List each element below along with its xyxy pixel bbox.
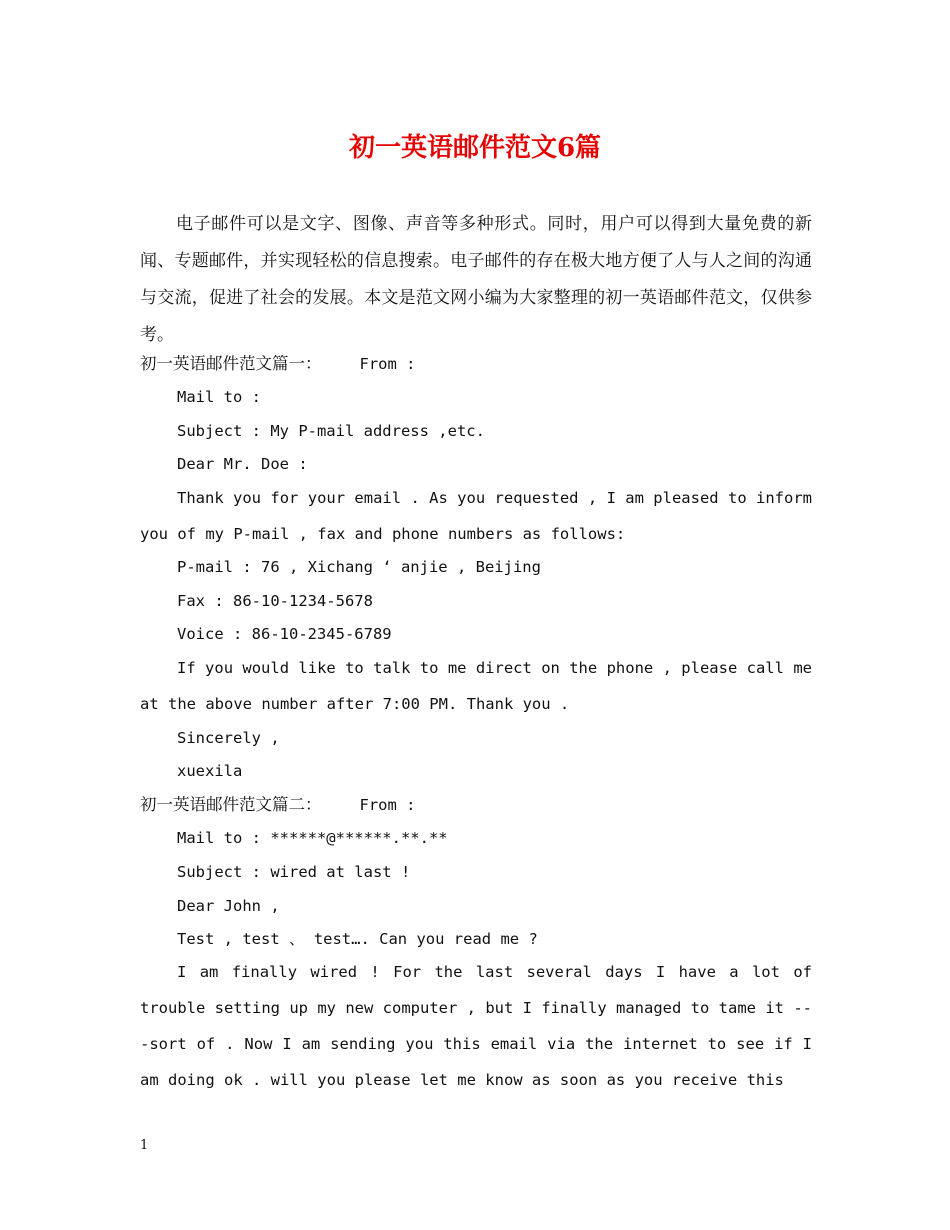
email1-body-paragraph-2: If you would like to talk to me direct on the phone , please call me at the above number after 7:00 PM. Thank you . bbox=[140, 659, 812, 713]
email1-closing: Sincerely , bbox=[177, 729, 280, 747]
email1-body-paragraph-1: Thank you for your email . As you requested , I am pleased to inform you of my P-mail , fax and phone numbers as follows: bbox=[140, 489, 812, 543]
email2-subject: Subject : wired at last ! bbox=[177, 863, 411, 881]
email1-from: From : bbox=[359, 355, 416, 373]
email2-heading: 初一英语邮件范文篇二： bbox=[140, 795, 322, 814]
email1-heading: 初一英语邮件范文篇一： bbox=[140, 354, 322, 373]
page-number: 1 bbox=[140, 1138, 149, 1153]
document-title: 初一英语邮件范文6篇 bbox=[348, 133, 602, 163]
email2-body-paragraph-1: I am finally wired ! For the last several days I have a lot of trouble setting up my new computer , but I finally managed to tame it ---sort of . Now I am sending you this email via the internet to see if I am doing ok . will you please let me know as soon as you receive this bbox=[140, 963, 812, 1089]
email2-from: From : bbox=[359, 796, 416, 814]
email1-subject: Subject : My P-mail address ,etc. bbox=[177, 422, 485, 440]
email1-voice: Voice : 86-10-2345-6789 bbox=[177, 625, 392, 643]
email1-mail-to: Mail to : bbox=[177, 388, 261, 406]
email2-heading-line bbox=[140, 795, 416, 815]
email2-test-line: Test , test 、 test…. Can you read me ? bbox=[177, 930, 538, 948]
email1-signature: xuexila bbox=[177, 762, 243, 780]
email1-pmail: P-mail : 76 , Xichang ‘ anjie , Beijing bbox=[177, 558, 541, 576]
email1-fax: Fax : 86-10-1234-5678 bbox=[177, 592, 373, 610]
email2-mail-to: Mail to : ******@******.**.** bbox=[177, 829, 448, 847]
email1-heading-line bbox=[140, 354, 416, 374]
intro-paragraph: 电子邮件可以是文字、图像、声音等多种形式。同时，用户可以得到大量免费的新闻、专题邮件，并实现轻松的信息搜索。电子邮件的存在极大地方便了人与人之间的沟通与交流，促进了社会的发展。本文是范文网小编为大家整理的初一英语邮件范文，仅供参考。 bbox=[140, 214, 812, 345]
email2-greeting: Dear John , bbox=[177, 897, 280, 915]
email1-greeting: Dear Mr. Doe : bbox=[177, 455, 308, 473]
